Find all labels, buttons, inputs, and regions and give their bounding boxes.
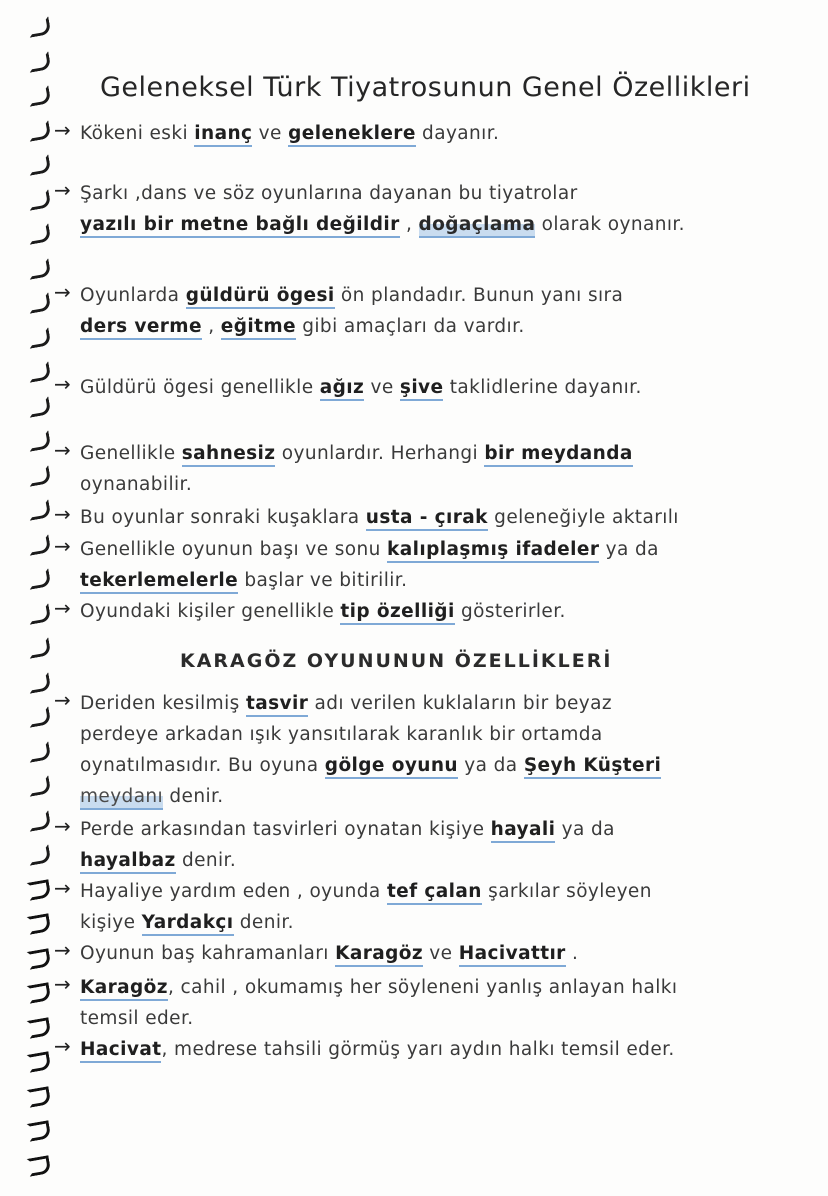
text-span: Genellikle oyunun başı ve sonu [80, 539, 388, 560]
text-span: oyunlardır. Herhangi [275, 443, 485, 464]
list-item [54, 502, 810, 533]
highlight: hayalbaz [80, 850, 176, 874]
list-item [54, 178, 810, 240]
item-text [80, 311, 810, 342]
highlight: meydanı [80, 786, 163, 810]
spiral-ring [27, 603, 52, 625]
text-span: ön plandadır. Bunun yanı sıra [334, 285, 624, 306]
section-title: KARAGÖZ OYUNUNUN ÖZELLİKLERİ [180, 650, 613, 672]
item-text: oynanabilir. [80, 474, 193, 495]
item-text: perdeye arkadan ışık yansıtılarak karanlık bir ortamda [80, 724, 603, 745]
highlight: doğaçlama [419, 214, 536, 238]
highlight: Karagöz [335, 943, 423, 967]
item-text [80, 118, 810, 149]
spiral-ring [27, 1051, 52, 1073]
item-text [80, 907, 810, 938]
item-text [80, 688, 810, 719]
spiral-ring [27, 465, 52, 487]
spiral-ring [27, 844, 52, 866]
item-text [80, 565, 810, 596]
arrow-icon: → [54, 814, 71, 838]
spiral-ring [27, 120, 52, 142]
arrow-icon: → [54, 118, 71, 142]
text-span: Bu oyunlar sonraki kuşaklara [80, 507, 366, 528]
spiral-ring [27, 637, 52, 659]
spiral-ring [27, 568, 52, 590]
text-span: gibi amaçları da vardır. [295, 316, 525, 337]
highlight: ağız [320, 377, 364, 401]
spiral-ring [27, 672, 52, 694]
item-text [80, 750, 810, 781]
spiral-ring [27, 534, 52, 556]
spiral-ring [27, 327, 52, 349]
highlight: hayali [491, 819, 556, 843]
highlight: şive [400, 377, 444, 401]
text-span: dayanır. [415, 123, 500, 144]
text-span: Oyunlarda [80, 285, 186, 306]
spiral-ring [27, 1120, 52, 1142]
list-item [54, 438, 810, 500]
text-span: denir. [163, 786, 224, 807]
spiral-ring [27, 85, 52, 107]
arrow-icon: → [54, 502, 71, 526]
spiral-ring [27, 982, 52, 1004]
text-span: Güldürü ögesi genellikle [80, 377, 320, 398]
spiral-ring [27, 16, 52, 38]
highlight: sahnesiz [182, 443, 276, 467]
spiral-ring [27, 775, 52, 797]
text-span: Oyunun baş kahramanları [80, 943, 336, 964]
spiral-ring [27, 189, 52, 211]
highlight: Şeyh Küşteri [524, 755, 661, 779]
highlight: tasvir [246, 693, 308, 717]
item-text [80, 972, 810, 1003]
text-span: , medrese tahsili görmüş yarı aydın halkı temsil eder. [161, 1039, 675, 1060]
highlight: Karagöz [80, 977, 168, 1001]
spiral-ring [27, 292, 52, 314]
spiral-ring [27, 499, 52, 521]
page-title: Geleneksel Türk Tiyatrosunun Genel Özellikleri [100, 72, 751, 103]
list-item [54, 280, 810, 342]
text-span: ve [423, 943, 459, 964]
highlight: geleneklere [288, 123, 416, 147]
arrow-icon: → [54, 438, 71, 462]
arrow-icon: → [54, 372, 71, 396]
spiral-ring [27, 361, 52, 383]
highlight: usta - çırak [366, 507, 488, 531]
item-text [80, 209, 810, 240]
highlight: kalıplaşmış ifadeler [387, 539, 599, 563]
highlight: tef çalan [387, 881, 482, 905]
spiral-ring [27, 51, 52, 73]
spiral-ring [27, 741, 52, 763]
item-text [80, 534, 810, 565]
text-span: şarkılar söyleyen [481, 881, 652, 902]
text-span: olarak oynanır. [535, 214, 685, 235]
spiral-ring [27, 223, 52, 245]
text-span: denir. [175, 850, 237, 871]
item-text [80, 596, 810, 627]
arrow-icon: → [54, 280, 71, 304]
text-span: ya da [555, 819, 615, 840]
item-text: Şarkı ,dans ve söz oyunlarına dayanan bu tiyatrolar [80, 183, 578, 204]
spiral-ring [27, 258, 52, 280]
item-text [80, 814, 810, 845]
list-item [54, 876, 810, 938]
spiral-ring [27, 1155, 52, 1177]
list-item [54, 938, 810, 969]
item-text [80, 781, 810, 812]
highlight: yazılı bir metne bağlı değildir [80, 214, 400, 238]
list-item [54, 688, 810, 812]
arrow-icon: → [54, 1034, 71, 1058]
item-text [80, 438, 810, 469]
spiral-ring [27, 879, 52, 901]
text-span: Hayaliye yardım eden , oyunda [80, 881, 387, 902]
text-span: kişiye [80, 912, 142, 933]
text-span: Kökeni eski [80, 123, 195, 144]
list-item [54, 372, 810, 403]
highlight: Hacivattır [459, 943, 566, 967]
text-span: ya da [599, 539, 659, 560]
arrow-icon: → [54, 178, 71, 202]
notebook-page [54, 0, 820, 1196]
text-span: gösterirler. [454, 601, 566, 622]
highlight: ders verme [80, 316, 202, 340]
list-item [54, 972, 810, 1034]
arrow-icon: → [54, 876, 71, 900]
text-span: geleneğiyle aktarılı [487, 507, 679, 528]
arrow-icon: → [54, 688, 71, 712]
spiral-ring [27, 396, 52, 418]
text-span: Perde arkasından tasvirleri oynatan kişiye [80, 819, 491, 840]
highlight: bir meydanda [484, 443, 632, 467]
item-text [80, 938, 810, 969]
highlight: güldürü ögesi [186, 285, 335, 309]
highlight: inanç [194, 123, 252, 147]
spiral-ring [27, 1017, 52, 1039]
spiral-ring [27, 430, 52, 452]
arrow-icon: → [54, 938, 71, 962]
text-span: , [399, 214, 419, 235]
spiral-ring [27, 810, 52, 832]
item-text [80, 372, 810, 403]
spiral-ring [27, 948, 52, 970]
arrow-icon: → [54, 534, 71, 558]
list-item [54, 1034, 810, 1065]
text-span: Oyundaki kişiler genellikle [80, 601, 341, 622]
highlight: Hacivat [80, 1039, 161, 1063]
spiral-ring [27, 1086, 52, 1108]
spiral-ring [27, 913, 52, 935]
text-span: Deriden kesilmiş [80, 693, 246, 714]
highlight: Yardakçı [142, 912, 234, 936]
text-span: ve [364, 377, 400, 398]
text-span: oynatılmasıdır. Bu oyuna [80, 755, 325, 776]
highlight: tip özelliği [340, 601, 454, 625]
text-span: taklidlerine dayanır. [443, 377, 642, 398]
spiral-ring [27, 154, 52, 176]
text-span: Genellikle [80, 443, 182, 464]
text-span: adı verilen kuklaların bir beyaz [308, 693, 612, 714]
item-text [80, 280, 810, 311]
list-item [54, 118, 810, 149]
list-item [54, 534, 810, 596]
spiral-ring [27, 706, 52, 728]
list-item [54, 814, 810, 876]
arrow-icon: → [54, 972, 71, 996]
highlight: tekerlemelerle [80, 570, 238, 594]
item-text [80, 845, 810, 876]
text-span: denir. [233, 912, 294, 933]
text-span: , [201, 316, 221, 337]
text-span: ya da [458, 755, 524, 776]
list-item [54, 596, 810, 627]
item-text [80, 876, 810, 907]
notebook-spiral-binding [0, 0, 60, 1196]
item-text [80, 502, 810, 533]
text-span: başlar ve bitirilir. [238, 570, 408, 591]
text-span: . [565, 943, 579, 964]
item-text [80, 1034, 810, 1065]
item-text: temsil eder. [80, 1008, 194, 1029]
highlight: eğitme [221, 316, 296, 340]
text-span: , cahil , okumamış her söyleneni yanlış anlayan halkı [167, 977, 678, 998]
text-span: ve [252, 123, 289, 144]
arrow-icon: → [54, 596, 71, 620]
highlight: gölge oyunu [325, 755, 458, 779]
